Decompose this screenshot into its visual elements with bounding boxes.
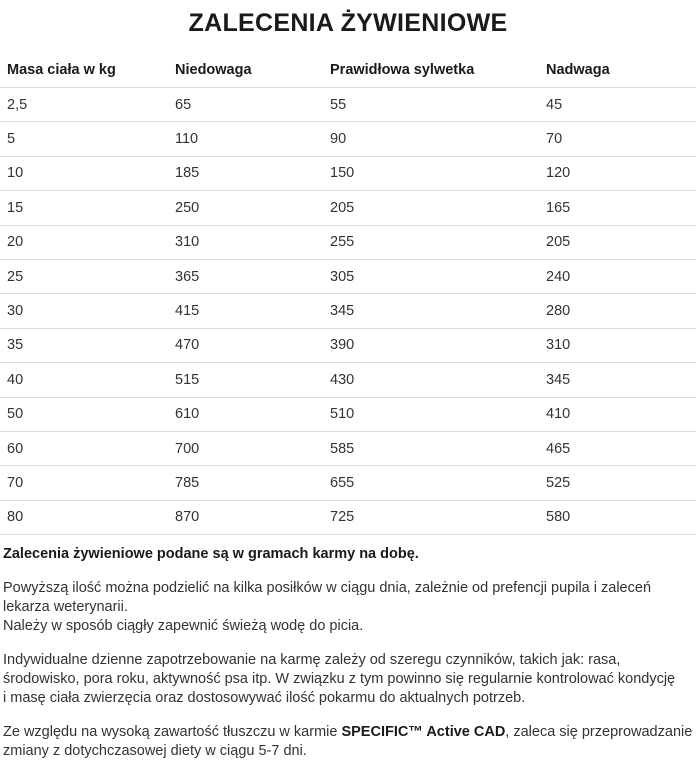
table-row <box>0 191 696 225</box>
table-header-row <box>0 53 696 88</box>
cell-overweight: 280 <box>539 294 696 328</box>
cell-overweight: 345 <box>539 363 696 397</box>
cell-normal-figure: 305 <box>323 259 539 293</box>
cell-normal-figure: 655 <box>323 466 539 500</box>
table-row <box>0 431 696 465</box>
meals-note <box>3 579 693 636</box>
cell-normal-figure: 90 <box>323 122 539 156</box>
cell-overweight: 205 <box>539 225 696 259</box>
cell-body-mass: 50 <box>0 397 168 431</box>
cell-overweight: 120 <box>539 156 696 190</box>
cell-body-mass: 35 <box>0 328 168 362</box>
cell-body-mass: 20 <box>0 225 168 259</box>
cell-underweight: 65 <box>168 88 323 122</box>
cell-normal-figure: 430 <box>323 363 539 397</box>
meals-note-line: lekarza weterynarii. <box>3 599 128 615</box>
cell-overweight: 410 <box>539 397 696 431</box>
table-row <box>0 363 696 397</box>
table-row <box>0 259 696 293</box>
cell-overweight: 465 <box>539 431 696 465</box>
product-name: SPECIFIC™ Active CAD <box>341 724 506 740</box>
cell-overweight: 240 <box>539 259 696 293</box>
cell-normal-figure: 55 <box>323 88 539 122</box>
cell-body-mass: 40 <box>0 363 168 397</box>
cell-overweight: 165 <box>539 191 696 225</box>
individual-needs-line: Indywidualne dzienne zapotrzebowanie na karmę zależy od szeregu czynników, takich jak: rasa, <box>3 652 621 668</box>
cell-body-mass: 60 <box>0 431 168 465</box>
cell-body-mass: 80 <box>0 500 168 534</box>
cell-normal-figure: 345 <box>323 294 539 328</box>
page-title: ZALECENIA ŻYWIENIOWE <box>188 9 508 37</box>
cell-normal-figure: 725 <box>323 500 539 534</box>
table-row <box>0 122 696 156</box>
cell-underweight: 185 <box>168 156 323 190</box>
diet-change-prefix: Ze względu na wysoką zawartość tłuszczu w karmie <box>3 724 338 740</box>
cell-underweight: 415 <box>168 294 323 328</box>
cell-underweight: 785 <box>168 466 323 500</box>
cell-body-mass: 30 <box>0 294 168 328</box>
cell-body-mass: 5 <box>0 122 168 156</box>
cell-underweight: 365 <box>168 259 323 293</box>
cell-underweight: 610 <box>168 397 323 431</box>
cell-underweight: 870 <box>168 500 323 534</box>
column-header-body-mass: Masa ciała w kg <box>0 53 168 88</box>
diet-change-note <box>3 723 693 761</box>
cell-overweight: 45 <box>539 88 696 122</box>
cell-overweight: 525 <box>539 466 696 500</box>
column-header-underweight: Niedowaga <box>168 53 323 88</box>
individual-needs-line: środowisko, pora roku, aktywność psa itp. W związku z tym powinno się regularnie kontrolować kondycję <box>3 671 676 687</box>
cell-underweight: 515 <box>168 363 323 397</box>
cell-body-mass: 70 <box>0 466 168 500</box>
cell-overweight: 70 <box>539 122 696 156</box>
cell-overweight: 310 <box>539 328 696 362</box>
cell-normal-figure: 510 <box>323 397 539 431</box>
table-row <box>0 500 696 534</box>
table-row <box>0 466 696 500</box>
table-header <box>0 53 696 88</box>
column-header-overweight: Nadwaga <box>539 53 696 88</box>
table-row <box>0 397 696 431</box>
cell-normal-figure: 585 <box>323 431 539 465</box>
individual-needs-note <box>3 651 693 708</box>
diet-change-suffix: , zaleca się przeprowadzanie <box>505 724 693 740</box>
feeding-table <box>0 53 696 535</box>
table-body <box>0 88 696 535</box>
water-note: Należy w sposób ciągły zapewnić świeżą wodę do picia. <box>3 618 364 634</box>
cell-underweight: 700 <box>168 431 323 465</box>
feeding-notes <box>3 545 693 776</box>
grams-note: Zalecenia żywieniowe podane są w gramach karmy na dobę. <box>3 546 419 562</box>
cell-underweight: 310 <box>168 225 323 259</box>
table-row <box>0 156 696 190</box>
meals-note-line: Powyższą ilość można podzielić na kilka posiłków w ciągu dnia, zależnie od prefencji pupila i zaleceń <box>3 580 652 596</box>
cell-overweight: 580 <box>539 500 696 534</box>
cell-underweight: 250 <box>168 191 323 225</box>
diet-change-line: zmiany z dotychczasowej diety w ciągu 5-7 dni. <box>3 743 307 759</box>
individual-needs-line: i masę ciała zwierzęcia oraz dostosowywać ilość pokarmu do aktualnych potrzeb. <box>3 690 526 706</box>
cell-normal-figure: 205 <box>323 191 539 225</box>
cell-underweight: 110 <box>168 122 323 156</box>
column-header-normal-figure: Prawidłowa sylwetka <box>323 53 539 88</box>
table-row <box>0 88 696 122</box>
cell-body-mass: 15 <box>0 191 168 225</box>
diet-change-line <box>3 723 693 742</box>
cell-body-mass: 10 <box>0 156 168 190</box>
cell-body-mass: 2,5 <box>0 88 168 122</box>
cell-normal-figure: 390 <box>323 328 539 362</box>
table-row <box>0 225 696 259</box>
cell-normal-figure: 150 <box>323 156 539 190</box>
cell-normal-figure: 255 <box>323 225 539 259</box>
cell-body-mass: 25 <box>0 259 168 293</box>
cell-underweight: 470 <box>168 328 323 362</box>
table-row <box>0 328 696 362</box>
table-row <box>0 294 696 328</box>
